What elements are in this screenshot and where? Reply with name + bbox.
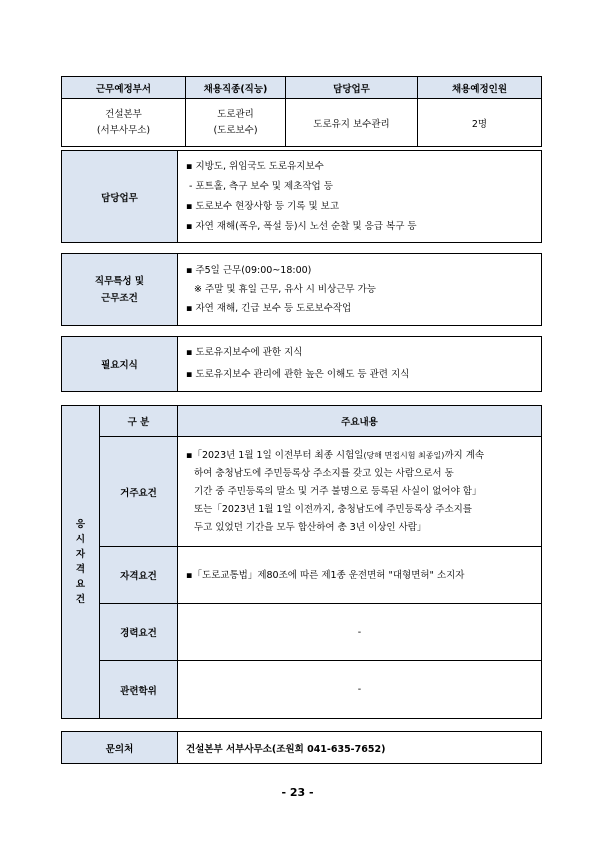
residence-lead-tail: 까지 계속 <box>444 449 485 461</box>
duties-subitem: - 포트홀, 측구 보수 및 제초작업 등 <box>189 180 333 192</box>
knowledge-label: 필요지식 <box>62 337 178 392</box>
experience-label: 경력요건 <box>100 604 178 661</box>
side-char: 건 <box>75 594 86 605</box>
qualifications-side-label <box>62 406 100 719</box>
conditions-content <box>178 254 542 326</box>
recruitment-summary-table <box>61 76 542 147</box>
department-line2: (서부사무소) <box>96 124 151 136</box>
experience-content: - <box>178 604 542 661</box>
conditions-label-line2: 근무조건 <box>101 292 138 304</box>
side-char: 자 <box>75 549 86 560</box>
header-duty: 담당업무 <box>286 77 418 99</box>
license-content: ▪「도로교통법」제80조에 따른 제1종 운전면허 "대형면허" 소지자 <box>178 547 542 604</box>
column-header-content: 주요내용 <box>178 406 542 437</box>
column-header-category: 구 분 <box>100 406 178 437</box>
residence-line3: 기간 중 주민등록의 말소 및 거주 불명으로 등록된 사실이 없어야 함」 <box>194 485 482 497</box>
side-char: 요 <box>75 579 86 590</box>
headcount-cell: 2명 <box>418 99 542 147</box>
conditions-label-line1: 직무특성 및 <box>94 275 145 287</box>
duties-item: ▪ 자연 재해(폭우, 폭설 등)시 노선 순찰 및 응급 복구 등 <box>186 220 417 232</box>
residence-line2: 하여 충청남도에 주민등록상 주소지를 갖고 있는 사람으로서 동 <box>194 467 454 479</box>
knowledge-item: ▪ 도로유지보수에 관한 지식 <box>186 347 303 358</box>
page-number: - 23 - <box>281 786 314 799</box>
department-cell <box>62 99 186 147</box>
residence-lead: ▪「2023년 1월 1일 이전부터 최종 시험일 <box>186 449 364 461</box>
duties-label: 담당업무 <box>62 151 178 243</box>
conditions-table <box>61 253 542 326</box>
job-type-cell <box>186 99 286 147</box>
qualifications-table <box>61 405 542 719</box>
contact-table <box>61 731 542 764</box>
education-content: - <box>178 661 542 719</box>
duties-content <box>178 151 542 243</box>
knowledge-content <box>178 337 542 392</box>
conditions-note: ※ 주말 및 휴일 근무, 유사 시 비상근무 가능 <box>194 284 376 295</box>
conditions-label <box>62 254 178 326</box>
residence-line5: 두고 있었던 기간을 모두 합산하여 총 3년 이상인 사람」 <box>194 521 427 533</box>
residence-lead-small: (당해 면접시험 최종일) <box>363 450 445 460</box>
contact-label: 문의처 <box>62 732 178 764</box>
residence-line4: 또는「2023년 1월 1일 이전까지, 충청남도에 주민등록상 주소지를 <box>194 503 472 515</box>
knowledge-table <box>61 336 542 392</box>
duties-item: ▪ 지방도, 위임국도 도로유지보수 <box>186 160 324 172</box>
job-type-line1: 도로관리 <box>217 108 254 120</box>
duties-table <box>61 150 542 243</box>
residence-line1 <box>186 447 531 465</box>
side-char: 격 <box>75 564 86 575</box>
header-department: 근무예정부서 <box>62 77 186 99</box>
header-headcount: 채용예정인원 <box>418 77 542 99</box>
license-label: 자격요건 <box>100 547 178 604</box>
job-type-line2: (도로보수) <box>213 124 258 136</box>
conditions-item: ▪ 주5일 근무(09:00~18:00) <box>186 265 312 276</box>
header-job-type: 채용직종(직능) <box>186 77 286 99</box>
department-line1: 건설본부 <box>105 108 142 120</box>
contact-value: 건설본부 서부사무소(조원희 041-635-7652) <box>178 732 542 764</box>
side-char: 응 <box>75 519 86 530</box>
duty-cell: 도로유지 보수관리 <box>286 99 418 147</box>
knowledge-item: ▪ 도로유지보수 관리에 관한 높은 이해도 등 관련 지식 <box>186 369 410 380</box>
residence-content <box>178 437 542 547</box>
duties-item: ▪ 도로보수 현장사항 등 기록 및 보고 <box>186 200 340 212</box>
side-char: 시 <box>75 534 86 545</box>
conditions-item: ▪ 자연 재해, 긴급 보수 등 도로보수작업 <box>186 303 352 314</box>
education-label: 관련학위 <box>100 661 178 719</box>
residence-label: 거주요건 <box>100 437 178 547</box>
